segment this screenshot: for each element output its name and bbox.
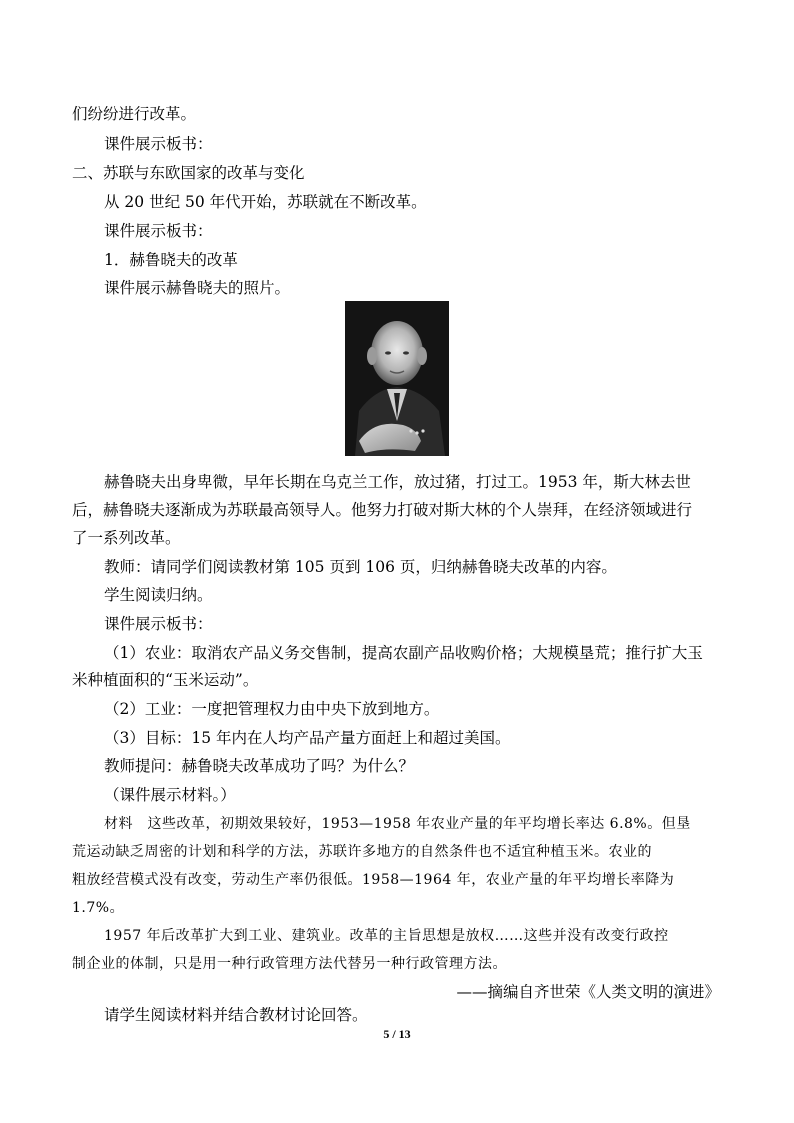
text-line: 赫鲁晓夫出身卑微，早年长期在乌克兰工作，放过猪，打过工。1953 年，斯大林去世	[104, 473, 691, 491]
list-item: （3）目标：15 年内在人均产品产量方面赶上和超过美国。	[104, 729, 511, 747]
text-line: 了一系列改革。	[72, 529, 181, 547]
material-line: 粗放经营模式没有改变，劳动生产率仍很低。1958—1964 年，农业产量的年平均增长率降为	[72, 872, 675, 888]
material-line: 制企业的体制，只是用一种行政管理方法代替另一种行政管理方法。	[72, 956, 507, 972]
page-number: 5 / 13	[383, 1027, 411, 1041]
text-line: 课件展示板书：	[104, 222, 213, 240]
text-line: 请学生阅读材料并结合教材讨论回答。	[104, 1006, 368, 1024]
text-line: 从 20 世纪 50 年代开始，苏联就在不断改革。	[104, 193, 427, 211]
text-line: 课件展示板书：	[104, 615, 213, 633]
material-line: 1957 年后改革扩大到工业、建筑业。改革的主旨思想是放权……这些并没有改变行政控	[104, 928, 669, 944]
list-item: （2）工业：一度把管理权力由中央下放到地方。	[104, 700, 440, 718]
section-heading: 二、苏联与东欧国家的改革与变化	[72, 164, 305, 182]
material-line: 荒运动缺乏周密的计划和科学的方法，苏联许多地方的自然条件也不适宜种植玉米。农业的	[72, 844, 652, 860]
list-item: （1）农业：取消农产品义务交售制，提高农副产品收购价格；大规模垦荒；推行扩大玉	[104, 644, 703, 662]
khrushchev-photo	[345, 301, 449, 456]
subsection-heading: 1．赫鲁晓夫的改革	[104, 251, 238, 269]
text-line: 课件展示板书：	[104, 135, 213, 153]
text-line: 们纷纷进行改革。	[72, 105, 197, 123]
text-line: 教师：请同学们阅读教材第 105 页到 106 页，归纳赫鲁晓夫改革的内容。	[104, 558, 617, 576]
source-citation: ——摘编自齐世荣《人类文明的演进》	[456, 983, 720, 1001]
list-item-continuation: 米种植面积的“玉米运动”。	[72, 671, 259, 689]
text-line: 课件展示赫鲁晓夫的照片。	[104, 279, 291, 297]
text-line: （课件展示材料。）	[104, 786, 236, 804]
text-line: 后，赫鲁晓夫逐渐成为苏联最高领导人。他努力打破对斯大林的个人崇拜，在经济领域进行	[72, 501, 693, 519]
text-line: 教师提问：赫鲁晓夫改革成功了吗？为什么？	[104, 757, 415, 775]
text-line: 学生阅读归纳。	[104, 586, 213, 604]
material-line: 材料 这些改革，初期效果较好，1953—1958 年农业产量的年平均增长率达 6.8%。但垦	[104, 816, 691, 832]
material-line: 1.7%。	[72, 900, 125, 916]
